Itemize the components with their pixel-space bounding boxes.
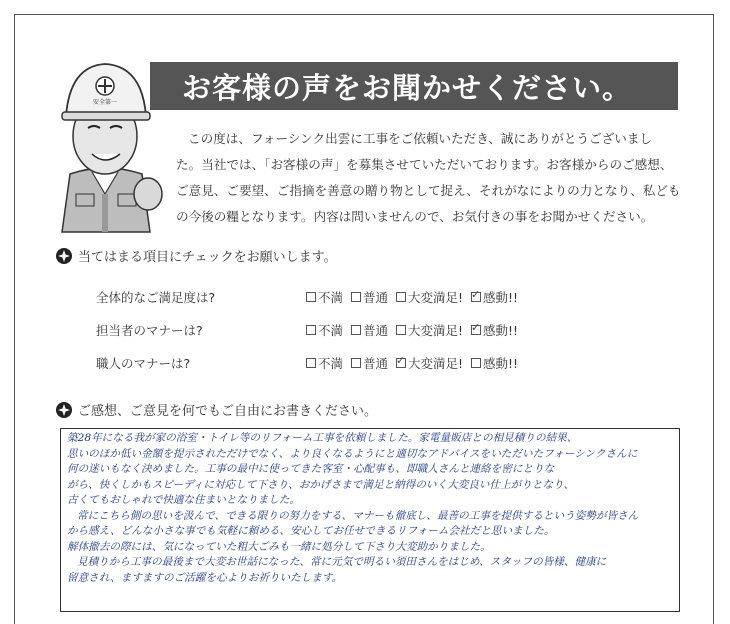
option-label: 大変満足! — [408, 290, 464, 305]
checkbox[interactable] — [351, 325, 361, 335]
option-very-satisfied[interactable] — [396, 354, 463, 372]
intro-line: ご意見、ご要望、ご指摘を善意の贈り物として捉え、それがなによりの力となり、私ども — [176, 183, 681, 198]
option-normal[interactable] — [351, 354, 388, 372]
checkbox-checked[interactable] — [471, 292, 481, 302]
comment-line: 見積りから工事の最後まで大変お世話になった、常に元気で明るい須田さんをはじめ、スタッフの皆様、健康に — [77, 556, 607, 568]
option-normal[interactable] — [351, 288, 388, 306]
option-impressed[interactable] — [471, 321, 518, 339]
option-label: 大変満足! — [408, 356, 464, 371]
checkbox[interactable] — [306, 292, 316, 302]
checkbox[interactable] — [471, 358, 481, 368]
intro-text — [176, 126, 686, 230]
check-heading: 当てはまる項目にチェックをお願いします。 — [78, 250, 337, 265]
comment-line: 思いのほか低い金額を提示されただけでなく、より良くなるようにと適切なアドバイスをいただいたフォーシンクさんに — [67, 447, 638, 460]
comment-line: から感え、どんな小さな事でも気軽に頼める、安心してお任せできるリフォーム会社だと思いました。 — [67, 525, 555, 537]
intro-line: の今後の糧となります。内容は問いませんので、お気付きの事をお聞かせください。 — [176, 209, 654, 224]
rating-row-staff — [96, 321, 526, 339]
check-heading-row — [56, 246, 337, 265]
option-label: 感動!! — [483, 290, 519, 305]
option-label: 不満 — [318, 356, 344, 371]
clover-bullet-icon — [56, 402, 72, 418]
comment-line: 常にこちら側の思いを汲んで、できる限りの努力をする、マナーも徹底し、最善の工事を提供するという姿勢が皆さん — [77, 509, 639, 522]
comment-line: 築28年になる我が家の浴室・トイレ等のリフォーム工事を依頼しました。家電量販店との相見積りの結果、 — [67, 432, 578, 444]
option-dissatisfied[interactable] — [306, 288, 343, 306]
rating-row-overall — [96, 288, 526, 306]
checkbox[interactable] — [396, 325, 406, 335]
comment-line: 留意され、ますますのご活躍を心よりお祈りいたします。 — [67, 571, 343, 584]
helmet-text: 安全第一 — [92, 99, 118, 106]
comment-heading: ご感想、ご意見を何でもご自由にお書きください。 — [78, 404, 378, 419]
option-label: 不満 — [318, 323, 344, 338]
comment-heading-row — [56, 400, 377, 419]
option-very-satisfied[interactable] — [396, 288, 463, 306]
option-impressed[interactable] — [471, 288, 518, 306]
option-label: 普通 — [363, 323, 389, 338]
option-label: 感動!! — [483, 356, 519, 371]
option-impressed[interactable] — [471, 354, 518, 372]
checkbox[interactable] — [351, 292, 361, 302]
checkbox-checked[interactable] — [396, 358, 406, 368]
comment-textarea[interactable] — [60, 428, 680, 612]
option-label: 普通 — [363, 356, 389, 371]
intro-line: この度は、フォーシンク出雲に工事をご依頼いただき、誠にありがとうございまし — [188, 131, 653, 146]
option-dissatisfied[interactable] — [306, 354, 343, 372]
comment-line: 何の迷いもなく決めました。工事の最中に使ってきた客室・心配事も、即職人さんと連絡を密にとりな — [67, 463, 555, 475]
checkbox[interactable] — [396, 292, 406, 302]
intro-line: た。当社では、「お客様の声」を募集させていただいております。お客様からのご感想、 — [176, 157, 673, 172]
checkbox-checked[interactable] — [471, 325, 481, 335]
option-normal[interactable] — [351, 321, 388, 339]
rating-label: 職人のマナーは? — [96, 356, 191, 371]
clover-bullet-icon — [56, 248, 72, 264]
rating-row-craftsman — [96, 354, 526, 372]
comment-line: 解体撤去の際には、気になっていた粗大ごみも一緒に処分して下さり大変助かりました。 — [67, 540, 491, 553]
option-label: 感動!! — [483, 323, 519, 338]
option-dissatisfied[interactable] — [306, 321, 343, 339]
checkbox[interactable] — [306, 358, 316, 368]
option-label: 普通 — [363, 290, 389, 305]
checkbox[interactable] — [351, 358, 361, 368]
checkbox[interactable] — [306, 325, 316, 335]
option-label: 大変満足! — [408, 323, 464, 338]
rating-label: 全体的なご満足度は? — [96, 290, 216, 305]
comment-line: 古くてもおしゃれで快適な住まいとなりました。 — [67, 494, 301, 506]
option-very-satisfied[interactable] — [396, 321, 463, 339]
comment-line: がら、快くしかもスピーディに対応して下さり、おかげさまで満足と納得のいく大変良い仕上がりとなり、 — [67, 478, 575, 491]
option-label: 不満 — [318, 290, 344, 305]
page-title: お客様の声をお聞かせください。 — [150, 62, 678, 110]
rating-label: 担当者のマナーは? — [96, 323, 203, 338]
